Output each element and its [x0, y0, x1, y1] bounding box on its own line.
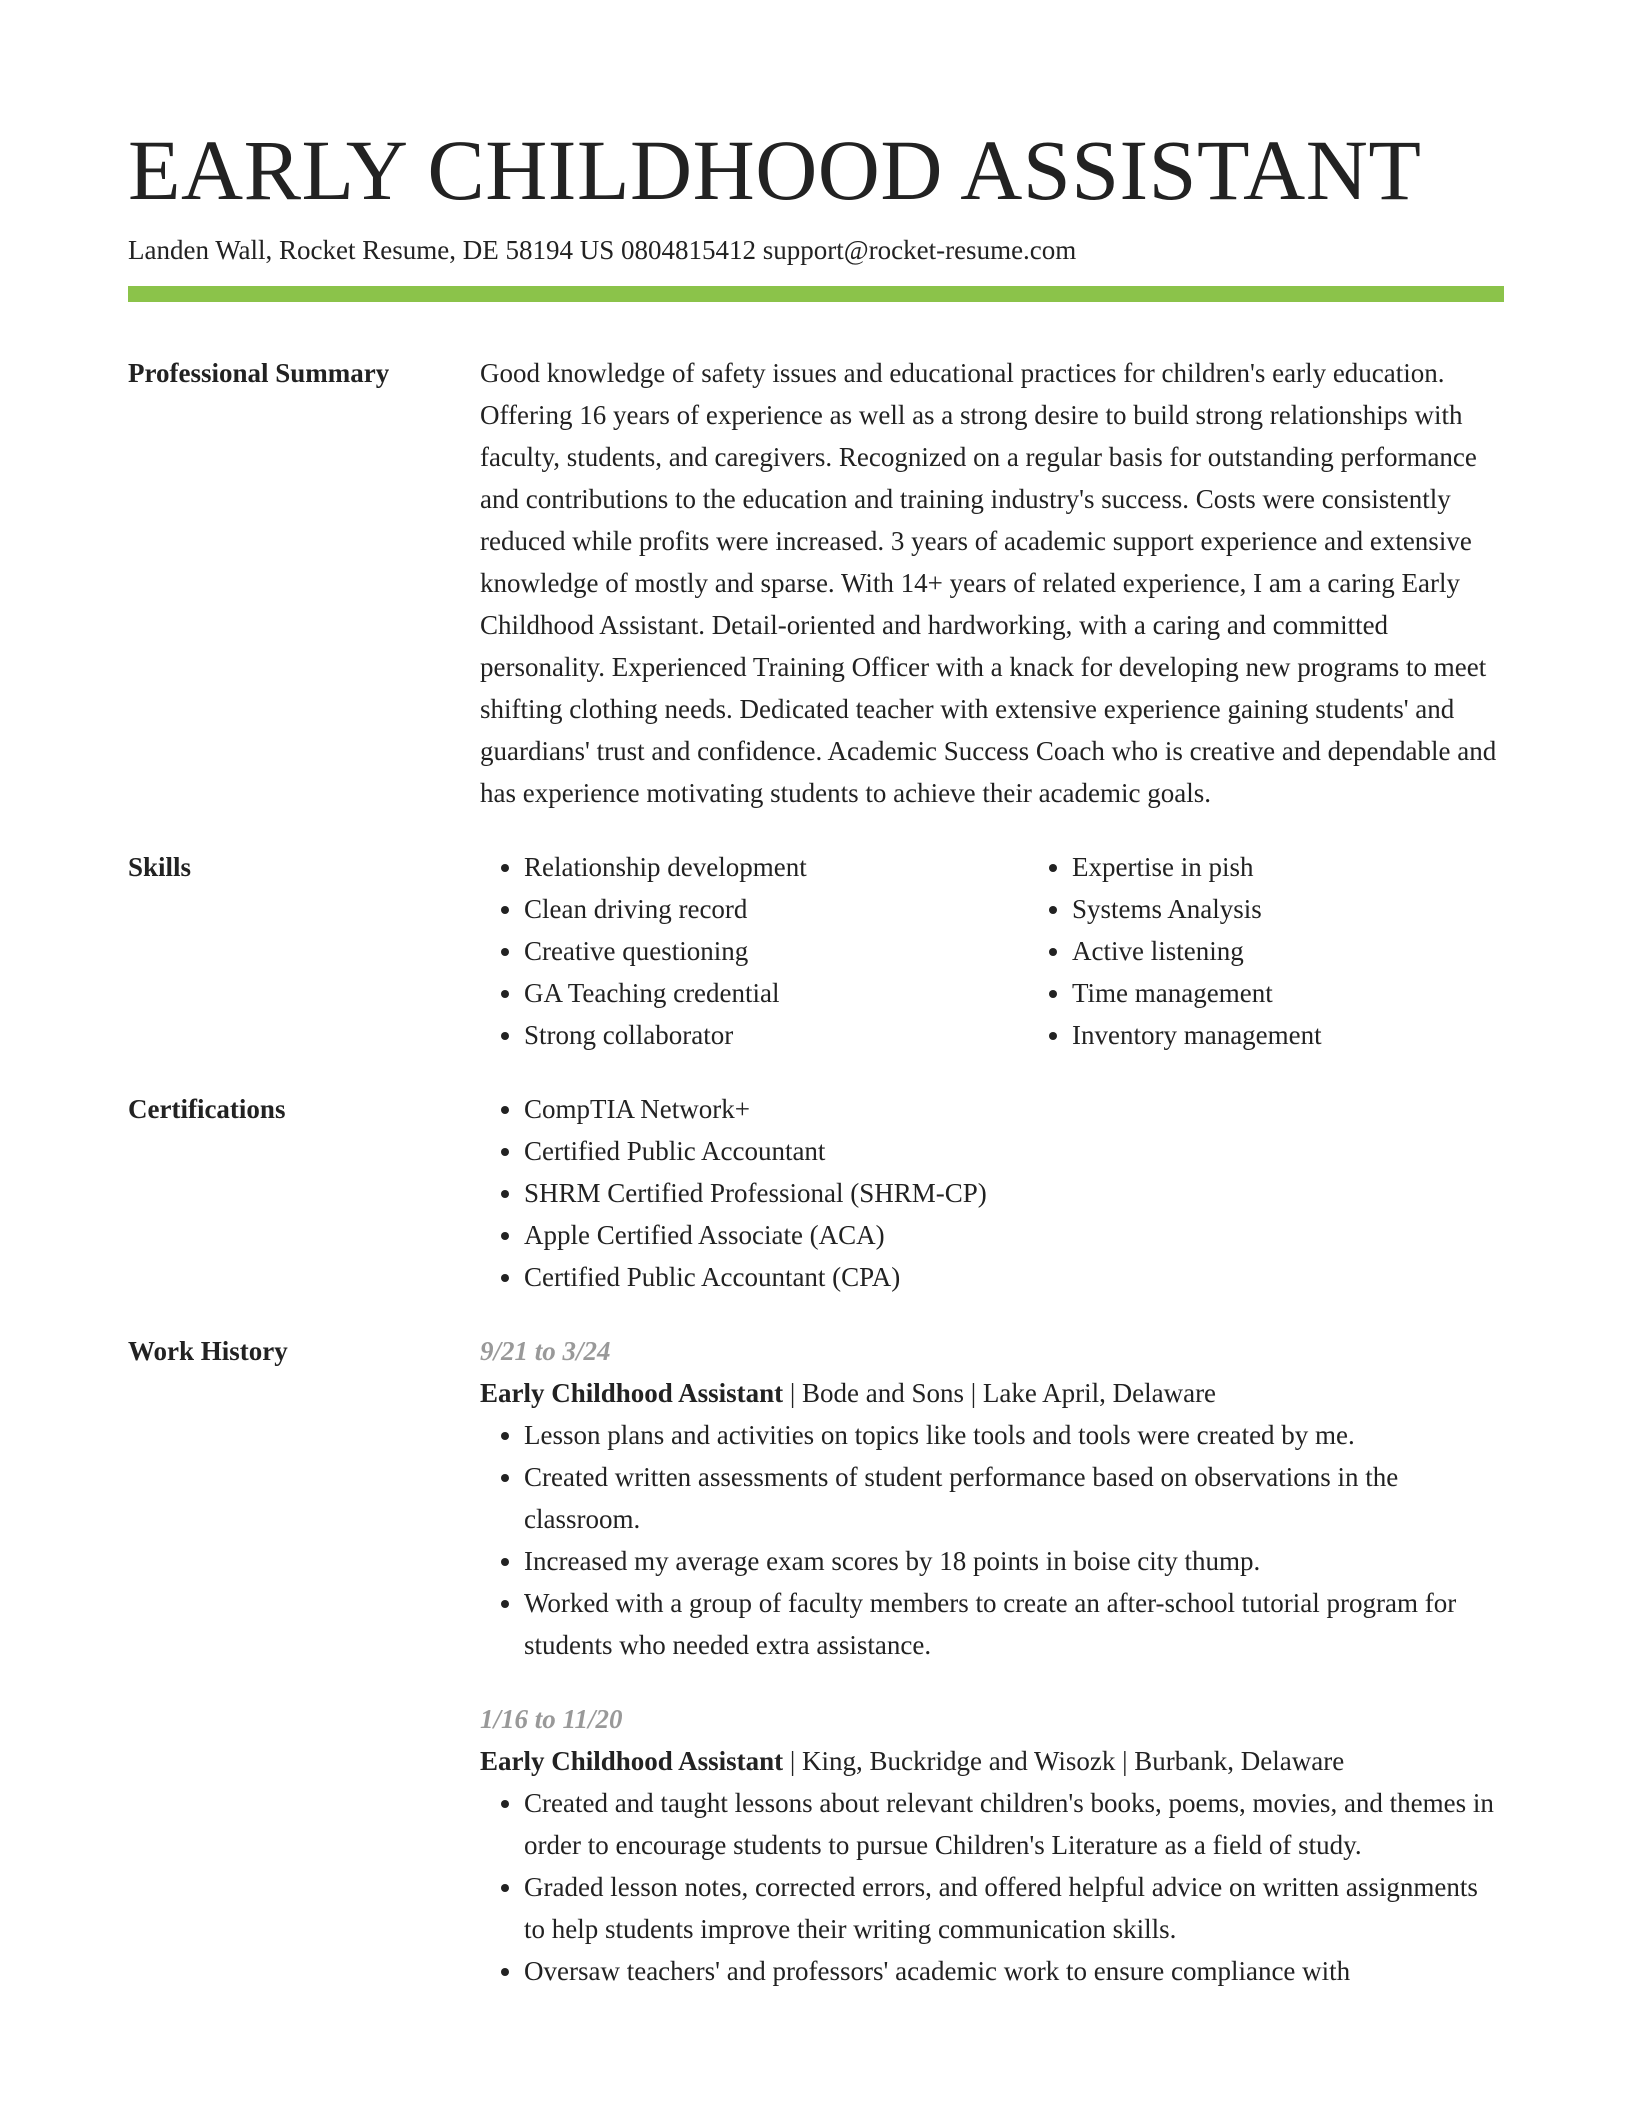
resume-title: EARLY CHILDHOOD ASSISTANT	[128, 122, 1422, 218]
skill-item: • Inventory management	[1072, 1014, 1576, 1056]
skill-item: • Time management	[1072, 972, 1576, 1014]
job-bullets	[480, 1782, 1504, 1992]
certifications-list	[480, 1088, 1504, 1298]
job-details: | Bode and Sons | Lake April, Delaware	[783, 1378, 1217, 1408]
job-bullet: • Oversaw teachers' and professors' academic work to ensure compliance with	[524, 1950, 1504, 1992]
contact-line	[128, 232, 1504, 268]
certifications-section	[128, 1088, 1504, 1298]
contact-address: Rocket Resume, DE 58194 US	[279, 235, 615, 265]
job-entry	[480, 1330, 1504, 1666]
accent-divider	[128, 286, 1504, 302]
certification-item: • Certified Public Accountant	[524, 1130, 1504, 1172]
resume-page	[128, 118, 1504, 1992]
summary-label: Professional Summary	[128, 358, 390, 388]
work-history-label: Work History	[128, 1336, 288, 1366]
work-history-section	[128, 1330, 1504, 1992]
job-details: | King, Buckridge and Wisozk | Burbank, Delaware	[783, 1746, 1345, 1776]
job-title: Early Childhood Assistant	[480, 1746, 784, 1776]
certification-item: • SHRM Certified Professional (SHRM-CP)	[524, 1172, 1504, 1214]
certification-item: • Apple Certified Associate (ACA)	[524, 1214, 1504, 1256]
certifications-content	[480, 1088, 1504, 1298]
skill-item: • Relationship development	[524, 846, 1028, 888]
certification-item: • Certified Public Accountant (CPA)	[524, 1256, 1504, 1298]
job-header	[480, 1372, 1504, 1414]
job-title: Early Childhood Assistant	[480, 1378, 784, 1408]
skill-item: • Clean driving record	[524, 888, 1028, 930]
skill-item: • Expertise in pish	[1072, 846, 1576, 888]
skill-item: • Systems Analysis	[1072, 888, 1576, 930]
summary-text: Good knowledge of safety issues and educational practices for children's early education. Offering 16 years of experience as well as a strong desire to build strong relationships with faculty, students, and caregivers. Recognized on a regular basis for outstanding performance and contributions to the education and training industry's success. Costs were consistently reduced while profits were increased. 3 years of academic support experience and extensive knowledge of mostly and sparse. With 14+ years of related experience, I am a caring Early Childhood Assistant. Detail-oriented and hardworking, with a caring and committed personality. Experienced Training Officer with a knack for developing new programs to meet shifting clothing needs. Dedicated teacher with extensive experience gaining students' and guardians' trust and confidence. Academic Success Coach who is creative and dependable and has experience motivating students to achieve their academic goals.	[480, 358, 1497, 808]
job-dates: 1/16 to 11/20	[480, 1704, 623, 1734]
job-bullets	[480, 1414, 1504, 1666]
job-dates: 9/21 to 3/24	[480, 1336, 611, 1366]
job-bullet: • Lesson plans and activities on topics like tools and tools were created by me.	[524, 1414, 1504, 1456]
job-bullet: • Increased my average exam scores by 18 points in boise city thump.	[524, 1540, 1504, 1582]
skill-item: • Creative questioning	[524, 930, 1028, 972]
summary-section	[128, 352, 1504, 814]
skills-grid	[480, 846, 1576, 1056]
job-bullet: • Created written assessments of student performance based on observations in the classroom.	[524, 1456, 1504, 1540]
job-bullet: • Created and taught lessons about relevant children's books, poems, movies, and themes in order to encourage students to pursue Children's Literature as a field of study.	[524, 1782, 1504, 1866]
contact-name: Landen Wall,	[128, 235, 273, 265]
contact-email: support@rocket-resume.com	[762, 235, 1077, 265]
skill-item: • Strong collaborator	[524, 1014, 1028, 1056]
contact-phone: 0804815412	[621, 235, 757, 265]
job-entry	[480, 1698, 1504, 1992]
skill-item: • GA Teaching credential	[524, 972, 1028, 1014]
skills-section	[128, 846, 1504, 1056]
skills-column-2	[1028, 846, 1576, 1056]
job-bullet: • Graded lesson notes, corrected errors, and offered helpful advice on written assignments to help students improve their writing communication skills.	[524, 1866, 1504, 1950]
certification-item: • CompTIA Network+	[524, 1088, 1504, 1130]
skills-column-1	[480, 846, 1028, 1056]
job-bullet: • Worked with a group of faculty members to create an after-school tutorial program for students who needed extra assistance.	[524, 1582, 1504, 1666]
skills-label: Skills	[128, 852, 192, 882]
certifications-label: Certifications	[128, 1094, 286, 1124]
work-history-content	[480, 1330, 1504, 1992]
job-header	[480, 1740, 1504, 1782]
skill-item: • Active listening	[1072, 930, 1576, 972]
